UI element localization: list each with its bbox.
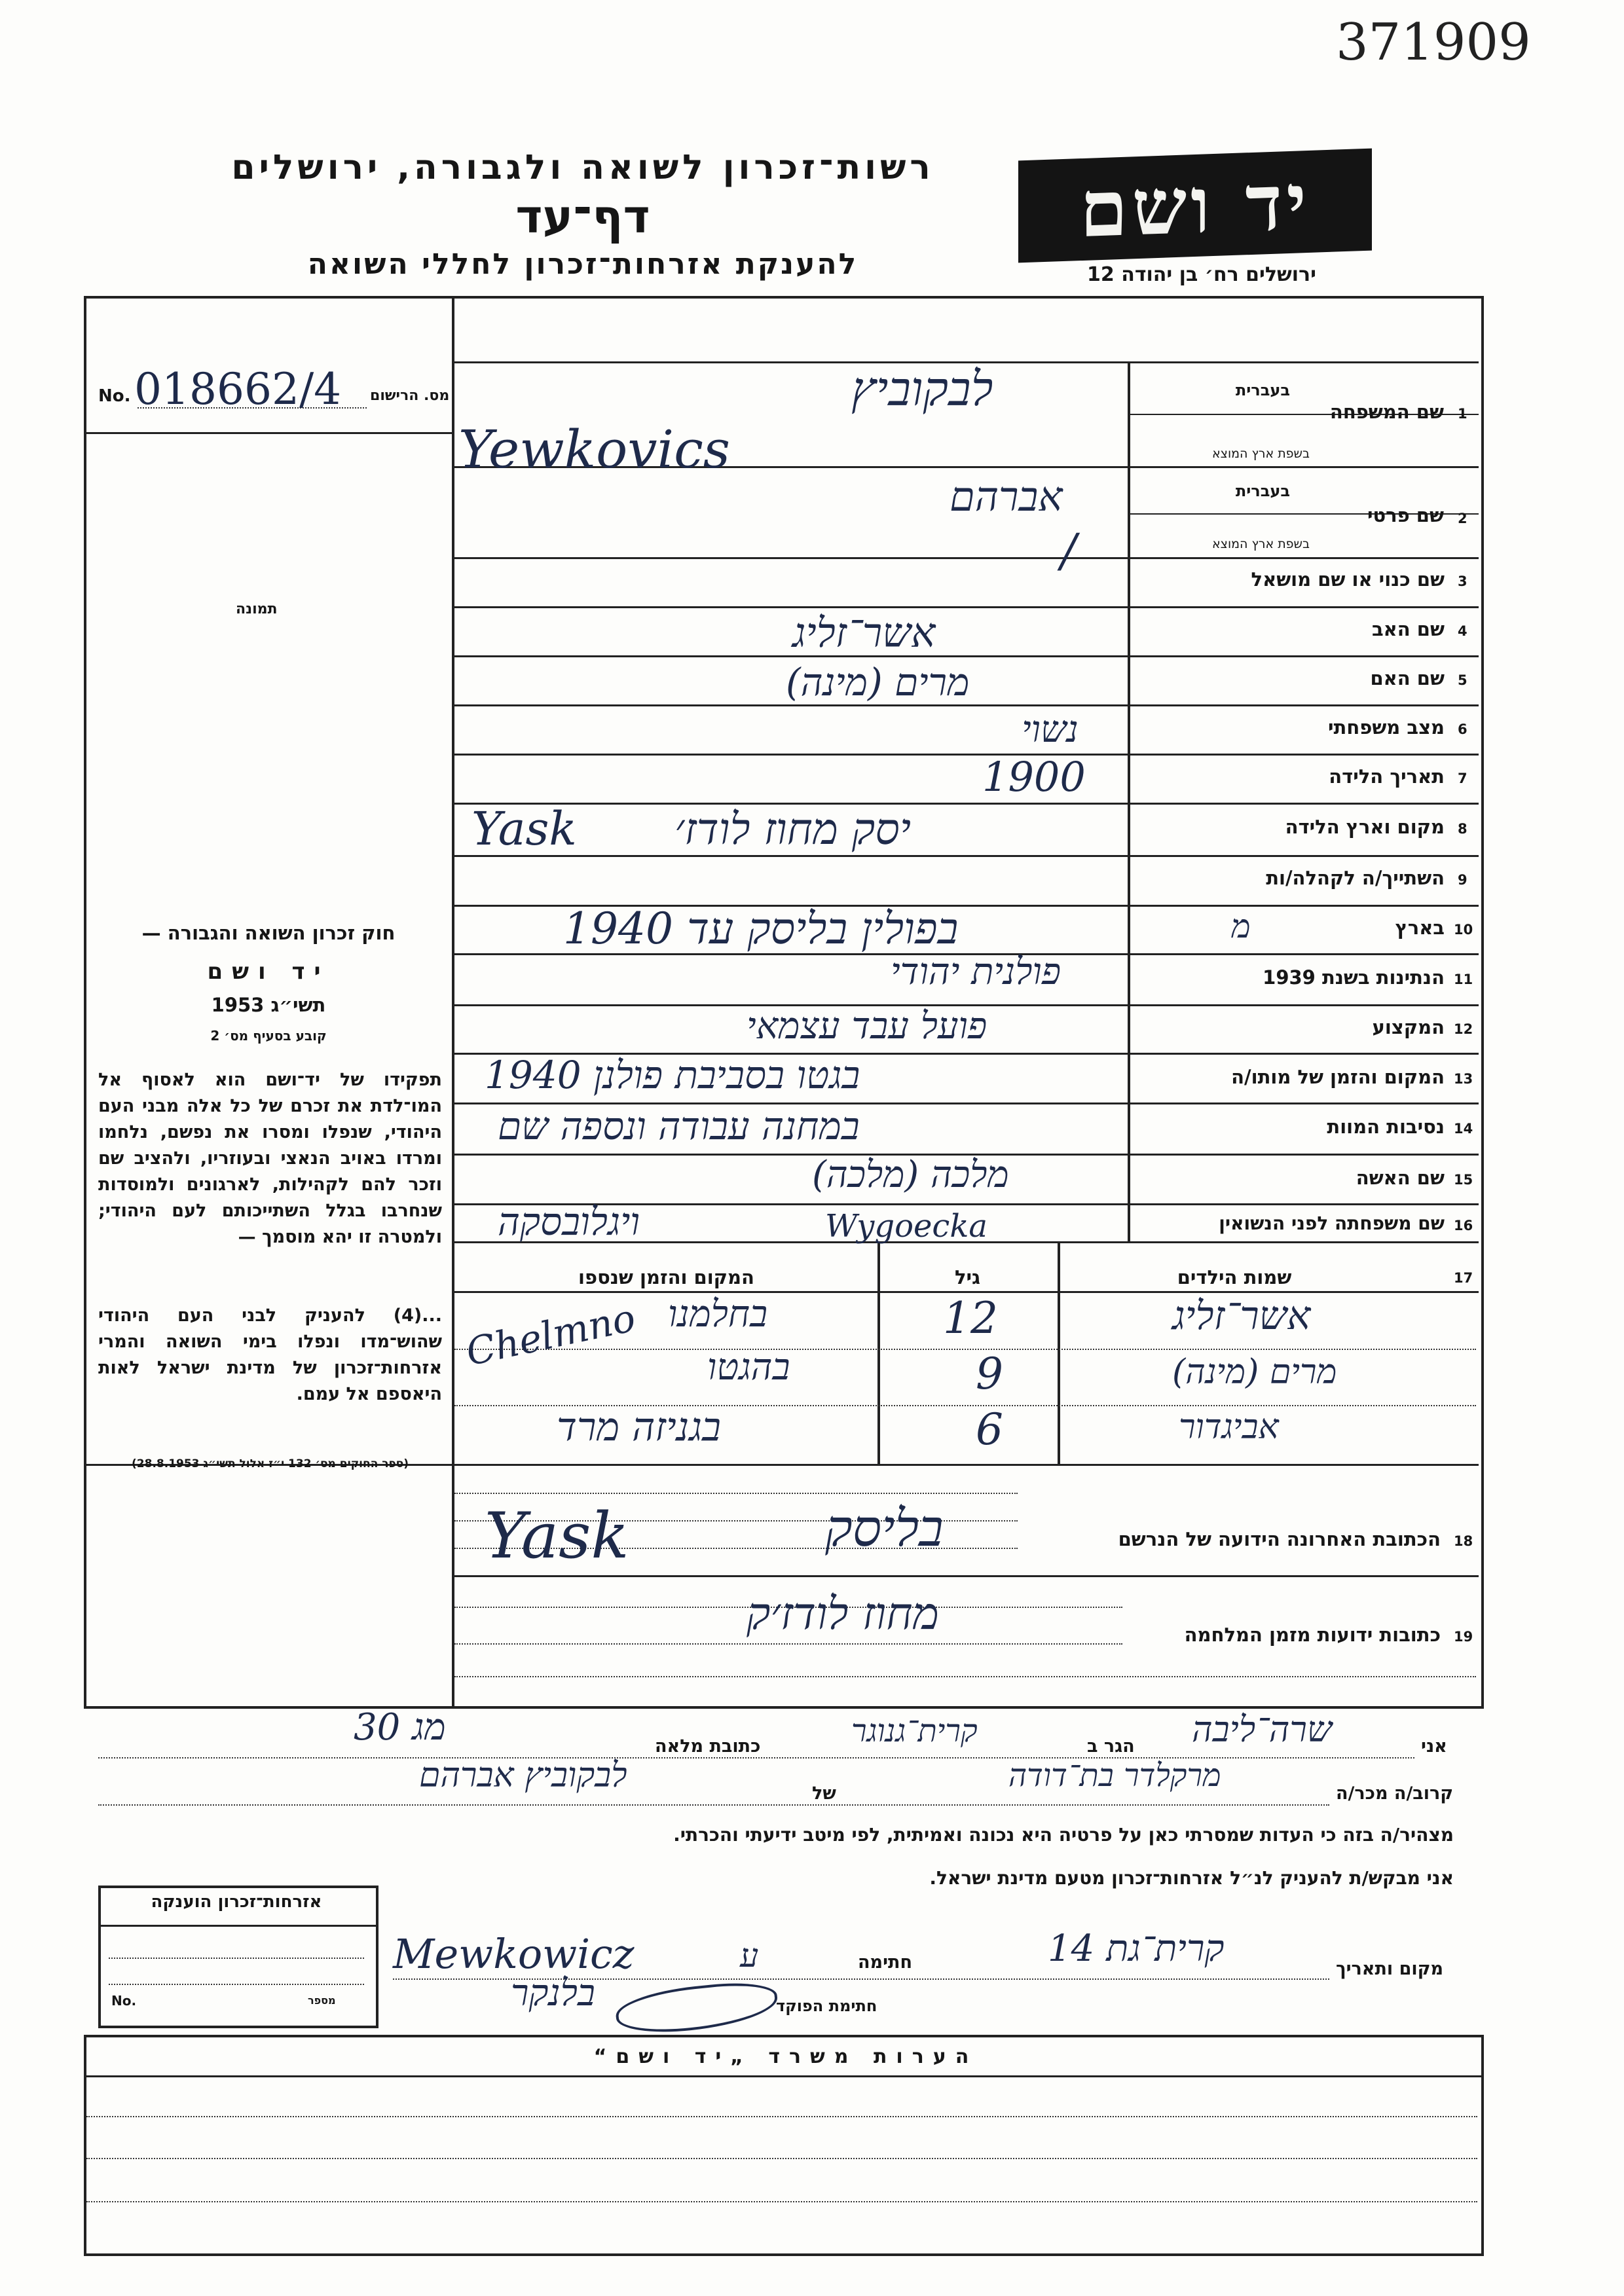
form-title: דף־עד — [515, 190, 650, 244]
child-place-latin: Chelmno — [462, 1295, 640, 1375]
law-paragraph-2: ...(4) להעניק לבני העם היהודי שהוש־מדו ונפלו בימי השואה והמרי אזרחות־זכרון של מדינת ישראל לאות היאספם אל עמם. — [98, 1305, 442, 1404]
field-label-community: השתייך/ה לקהלה/ות — [1266, 867, 1445, 889]
field-label-father: שם האב — [1371, 618, 1445, 640]
decl-request: אני מבקש/ת להעניק לנ״ל אזרחות־זכרון מטעם מדינת ישראל. — [929, 1867, 1454, 1889]
value-first-name: אברהם — [950, 473, 1063, 520]
field-label-family-name: שם המשפחה — [1329, 401, 1444, 423]
logo-address: ירושלים רח׳ בן יהודה 12 — [1087, 263, 1316, 286]
field-number: 6 — [1458, 721, 1467, 737]
yad-vashem-logo — [1018, 149, 1372, 263]
child-age: 9 — [976, 1349, 1003, 1399]
decl-of: של — [812, 1783, 836, 1804]
decl-i: אני — [1421, 1736, 1447, 1757]
archive-number: 371909 — [1336, 13, 1531, 72]
value-birth-place-latin: Yask — [471, 802, 577, 856]
decl-statement: מצהיר/ה בזה כי העדות שמסרתי כאן על פרטיה היא נכונה ואמיתית, לפי מיטב ידיעתי והכרתי. — [673, 1824, 1454, 1846]
row-line — [452, 855, 1479, 857]
field-sub-origin: בשפת ארץ המוצא — [1211, 537, 1310, 551]
field-label-first-name: שם פרטי — [1367, 504, 1444, 526]
field-number: 17 — [1454, 1270, 1473, 1286]
field-number: 7 — [1458, 771, 1467, 786]
value-family-name-latin: Yewkovics — [458, 419, 730, 480]
row-line — [452, 655, 1479, 657]
field-label-birth-date: תאריך הלידה — [1329, 765, 1445, 788]
sidebar-divider — [452, 296, 454, 1706]
citizenship-box-rule — [98, 1925, 378, 1927]
form-subtitle: להענקת אזרחות־זכרון לחללי השואה — [307, 247, 858, 281]
office-notes-title: הערות משרד „יד ושם“ — [593, 2045, 978, 2068]
children-col-divider — [877, 1241, 880, 1464]
citizenship-box-number-label: מספר — [308, 1994, 336, 2007]
field-number: 9 — [1458, 872, 1467, 888]
decl-place-date: קרית־גת 14 — [1048, 1927, 1225, 1970]
child-place: בהגטו — [707, 1346, 790, 1389]
decl-signature: Mewkowicz — [393, 1930, 635, 1978]
field-number: 8 — [1458, 821, 1467, 837]
value-marital-status: נשוי — [1022, 708, 1079, 751]
decl-signature-label: חתימה — [858, 1952, 913, 1973]
authority-line: רשות־זכרון לשואה ולגבורה, ירושלים — [231, 148, 934, 187]
decl-signature-mark: ע — [740, 1937, 759, 1975]
child-name: אשר־זליג — [1172, 1293, 1311, 1339]
field-number: 5 — [1458, 672, 1467, 688]
field-sub-origin: בשפת ארץ המוצא — [1211, 446, 1310, 461]
field-label-wife-name: שם האשה — [1356, 1167, 1445, 1189]
decl-declarant-name: שרה־ליבה — [1192, 1709, 1333, 1750]
decl-officer-signature: בלנקר — [511, 1972, 595, 2014]
citizenship-box-dots — [109, 1984, 364, 1985]
value-family-name-hebrew: לבקוביץ — [851, 361, 993, 416]
value-father: אשר־זליג — [792, 609, 936, 657]
value-wife-maiden-name-latin: Wygoecka — [825, 1208, 988, 1245]
value-country-mark: מ — [1231, 907, 1251, 945]
field-label-marital-status: מצב משפחתי — [1327, 716, 1445, 738]
citizenship-box-title: אזרחות־זכרון הוענקה — [151, 1892, 322, 1912]
decl-dots — [98, 1804, 1329, 1806]
decl-city: קרית־גנוגר — [851, 1713, 978, 1749]
field-number: 1 — [1458, 406, 1467, 422]
children-header-names: שמות הילדים — [1177, 1266, 1292, 1288]
child-name: אביגדור — [1179, 1408, 1279, 1447]
decl-full-address: מג 30 — [354, 1706, 446, 1749]
office-notes-line — [86, 2116, 1477, 2117]
value-death-circumstances: במחנה עבודה ונספה שם — [498, 1104, 860, 1148]
value-last-address-latin: Yask — [485, 1499, 629, 1573]
decl-relation-label: קרוב/ה מכר/ה — [1336, 1783, 1454, 1804]
field-number: 4 — [1458, 623, 1467, 639]
registration-value: 018662/4 — [134, 364, 342, 414]
decl-place-date-label: מקום ותאריך — [1336, 1959, 1444, 1979]
children-col-divider — [1058, 1241, 1060, 1464]
citizenship-box-no: No. — [111, 1993, 137, 2009]
child-age: 12 — [943, 1293, 998, 1343]
value-profession: פועל עבד עצמאי — [747, 1005, 987, 1048]
office-notes-line — [86, 2201, 1477, 2202]
field-number: 15 — [1454, 1172, 1473, 1188]
field-number: 13 — [1454, 1071, 1473, 1087]
label-column-divider — [1128, 361, 1130, 1241]
decl-full-address-label: כתובת מלאה — [655, 1736, 761, 1757]
field-label-death-circumstances: נסיבות המוות — [1327, 1116, 1445, 1138]
value-wife-name: מלכה (מלכה) — [812, 1154, 1009, 1196]
children-header-age: גיל — [954, 1266, 981, 1288]
law-paragraph-1: תפקידו של יד־ושם הוא לאסוף אל המו־לדת את זכרם של כל אלה מבני העם היהודי, שנפלו ומסרו את נפשם, נלחמו ומרדו באויב הנאצי ובעוזריו, ולהציב שם וזכר להם לקהילות, לארגונים ולמוסדות שנחרבו בגלל השתייכותם לעם היהודי; ולמטרה זו יהא מוסמך — — [98, 1070, 442, 1247]
law-section-ref: קובע בסעיף מס׳ 2 — [210, 1028, 327, 1044]
office-notes-rule — [84, 2075, 1481, 2077]
decl-officer-label: חתימת הפוקד — [776, 1997, 877, 2015]
field-number: 11 — [1454, 972, 1473, 987]
decl-victim-name: לבקוביץ אברהם — [419, 1756, 627, 1795]
row-dotted — [454, 1643, 1122, 1645]
field-label-birth-place: מקום וארץ הלידה — [1285, 816, 1445, 838]
registration-label: מס. הרישום — [370, 388, 450, 404]
row-dotted — [454, 1493, 1018, 1494]
field-number: 19 — [1454, 1629, 1473, 1645]
children-row-line — [454, 1349, 1476, 1350]
law-citation: (ספר החוקים מס׳ 132 י״ז אלול תשי״ג 28.8.1953) — [132, 1457, 409, 1470]
logo-text: יד ושם — [1079, 155, 1311, 255]
child-place: בחלמנו — [668, 1293, 768, 1336]
photo-label: תמונה — [236, 601, 278, 617]
value-country: בפולין בליסק עד 1940 — [563, 903, 959, 954]
registration-no-label: No. — [98, 386, 131, 406]
child-name: מרים (מינה) — [1172, 1353, 1337, 1392]
children-header-place: המקום והזמן שנספו — [578, 1266, 754, 1288]
decl-relation: מרקלדר בת־דודה — [1008, 1757, 1221, 1794]
field-number: 2 — [1458, 511, 1467, 526]
citizenship-box-dots — [109, 1958, 364, 1959]
field-label-place-time-death: המקום והזמן של מותו/ה — [1231, 1066, 1445, 1088]
row-line — [452, 1575, 1479, 1577]
field-label-nickname: שם כנוי או שם מושאל — [1251, 568, 1445, 591]
field-number: 12 — [1454, 1021, 1473, 1037]
field-label-mother: שם האם — [1370, 667, 1445, 689]
row-line — [452, 754, 1479, 756]
field-number: 16 — [1454, 1218, 1473, 1233]
field-label-citizenship-1939: הנתינות בשנת 1939 — [1263, 966, 1445, 989]
row-line — [452, 606, 1479, 608]
field-number: 10 — [1454, 922, 1473, 938]
value-citizenship-1939: פולנית יהודי — [891, 951, 1061, 993]
value-birth-place: יסק מחוז לודז׳ — [674, 804, 912, 854]
field-number: 18 — [1454, 1533, 1473, 1549]
field-label-country: בארץ — [1395, 917, 1445, 939]
officer-signature-scrawl — [614, 1978, 780, 2038]
field-label-last-address: הכתובת האחרונה הידועה של הנרשם — [1118, 1528, 1441, 1550]
value-place-time-death: בגטו בסביבת פולנן 1940 — [485, 1053, 860, 1097]
value-mother: מרים (מינה) — [786, 660, 970, 704]
field-number: 14 — [1454, 1121, 1473, 1137]
office-notes-line — [86, 2158, 1477, 2159]
child-place: בגניזה מרד — [557, 1404, 721, 1450]
law-name: יד ושם — [207, 958, 330, 985]
value-nickname: / — [1061, 524, 1077, 577]
row-line — [452, 557, 1479, 559]
law-title: חוק זכרון השואה והגבורה — — [141, 922, 396, 944]
value-wife-maiden-name: ויגלובסקה — [498, 1199, 640, 1244]
row-dotted — [454, 1676, 1476, 1677]
field-sub-hebrew: בעברית — [1235, 482, 1290, 500]
field-number: 3 — [1458, 574, 1467, 589]
field-label-profession: המקצוע — [1372, 1016, 1445, 1038]
value-last-address: בליסק — [825, 1499, 944, 1558]
field-sub-hebrew: בעברית — [1235, 381, 1290, 399]
child-age: 6 — [976, 1404, 1003, 1455]
row-line — [452, 803, 1479, 805]
row-line — [84, 432, 452, 434]
decl-lives-in: הגר ב — [1087, 1736, 1135, 1757]
law-year: תשי״ג 1953 — [211, 994, 326, 1016]
field-label-war-addresses: כתובות ידועות מזמן המלחמה — [1184, 1624, 1441, 1646]
row-line — [452, 704, 1479, 706]
value-war-addresses: מחוז לודז׳ק — [747, 1588, 939, 1640]
field-label-wife-maiden-name: שם משפחתה לפני הנשואין — [1219, 1212, 1445, 1234]
value-birth-date: 1900 — [982, 753, 1086, 801]
